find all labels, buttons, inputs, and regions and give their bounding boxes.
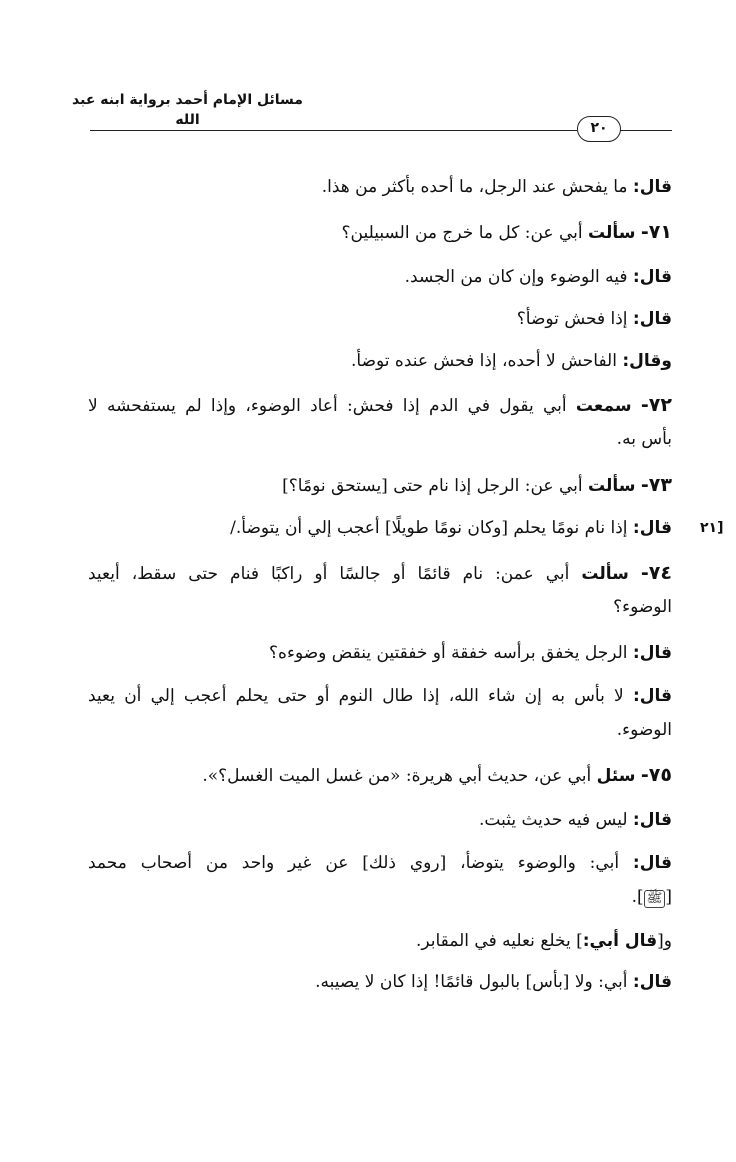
text-line-continued — [613, 592, 672, 622]
speaker-label: قال أبي: — [582, 931, 658, 951]
question-line — [202, 760, 672, 791]
line-text: إذا نام نومًا يحلم [وكان نومًا طويلًا] أعجب إلي أن يتوضأ./ — [230, 518, 628, 538]
line-text: لا بأس به إن شاء الله، إذا طال النوم أو حتى يحلم أعجب إلي أن يعيد — [88, 686, 624, 706]
text-line — [351, 346, 672, 376]
question-number: ٧١- — [640, 221, 672, 243]
question-label: سألت — [581, 564, 629, 584]
text-line — [315, 967, 672, 997]
text-line — [88, 848, 672, 878]
line-text: أبي عن: كل ما خرج من السبيلين؟ — [341, 223, 583, 243]
text-line-continued — [617, 715, 672, 745]
bracket-open: [ — [665, 887, 672, 907]
text-line — [269, 638, 672, 668]
header-rule-end — [620, 130, 672, 131]
text-line — [88, 681, 672, 711]
margin-page-marker: [٢١ — [700, 520, 724, 536]
line-text: إذا فحش توضأ؟ — [516, 309, 628, 329]
speaker-label: قال: — [632, 267, 672, 287]
line-text: أبي عمن: نام قائمًا أو جالسًا أو راكبًا فنام حتى سقط، أيعيد — [88, 564, 570, 584]
speaker-label: قال: — [632, 177, 672, 197]
line-text: الوضوء. — [616, 720, 672, 740]
speaker-label: قال: — [632, 972, 672, 992]
line-text: أبي: ولا [بأس] بالبول قائمًا! إذا كان لا يصيبه. — [315, 972, 628, 992]
text-line — [416, 926, 672, 956]
speaker-label: قال: — [632, 518, 672, 538]
speaker-label: قال: — [632, 309, 672, 329]
question-label: سألت — [588, 223, 636, 243]
question-line — [88, 558, 672, 589]
question-line — [88, 390, 672, 421]
question-label: سألت — [588, 476, 636, 496]
speaker-label: قال: — [632, 853, 672, 873]
line-text: ما يفحش عند الرجل، ما أحده بأكثر من هذا. — [321, 177, 628, 197]
speaker-label: قال: — [632, 643, 672, 663]
text-line — [230, 513, 672, 543]
question-number: ٧٢- — [640, 394, 672, 416]
question-label: سمعت — [575, 396, 632, 416]
line-text: أبي عن، حديث أبي هريرة: «من غسل الميت الغسل؟». — [202, 766, 592, 786]
line-text: فيه الوضوء وإن كان من الجسد. — [404, 267, 628, 287]
line-text: الفاحش لا أحده، إذا فحش عنده توضأ. — [350, 351, 617, 371]
line-text: الرجل يخفق برأسه خفقة أو خفقتين ينقض وضوءه؟ — [269, 643, 628, 663]
question-label: سئل — [596, 766, 636, 786]
question-number: ٧٣- — [640, 474, 672, 496]
line-text: الوضوء؟ — [613, 597, 672, 617]
question-number: ٧٤- — [640, 562, 672, 584]
bracket-close: ]. — [631, 887, 644, 907]
page-number: ٢٠ — [577, 116, 621, 142]
header-rule — [90, 130, 577, 131]
line-text: بأس به. — [616, 429, 672, 449]
question-line — [282, 470, 672, 501]
text-line — [405, 262, 672, 292]
text-line — [517, 304, 672, 334]
text-line — [322, 172, 672, 202]
line-text: ] يخلع نعليه في المقابر. — [415, 931, 583, 951]
text-line-continued — [617, 424, 672, 454]
speaker-label: قال: — [632, 686, 673, 706]
line-text: أبي يقول في الدم إذا فحش: أعاد الوضوء، وإذا لم يستفحشه لا — [88, 396, 567, 416]
line-text: ليس فيه حديث يثبت. — [479, 810, 628, 830]
text-line — [479, 805, 672, 835]
honorific-glyph: ﷺ — [644, 890, 666, 908]
speaker-label: قال: — [632, 810, 672, 830]
running-header-title: مسائل الإمام أحمد برواية ابنه عبد الله — [72, 92, 303, 128]
question-line — [342, 217, 672, 248]
text-line-continued — [632, 882, 672, 912]
line-text: أبي عن: الرجل إذا نام حتى [يستحق نومًا؟] — [282, 476, 583, 496]
line-text-prefix: و[ — [657, 931, 672, 951]
speaker-label: وقال: — [622, 351, 672, 371]
question-number: ٧٥- — [640, 764, 672, 786]
line-text: أبي: والوضوء يتوضأ، [روي ذلك] عن غير واحد من أصحاب محمد — [88, 853, 620, 873]
